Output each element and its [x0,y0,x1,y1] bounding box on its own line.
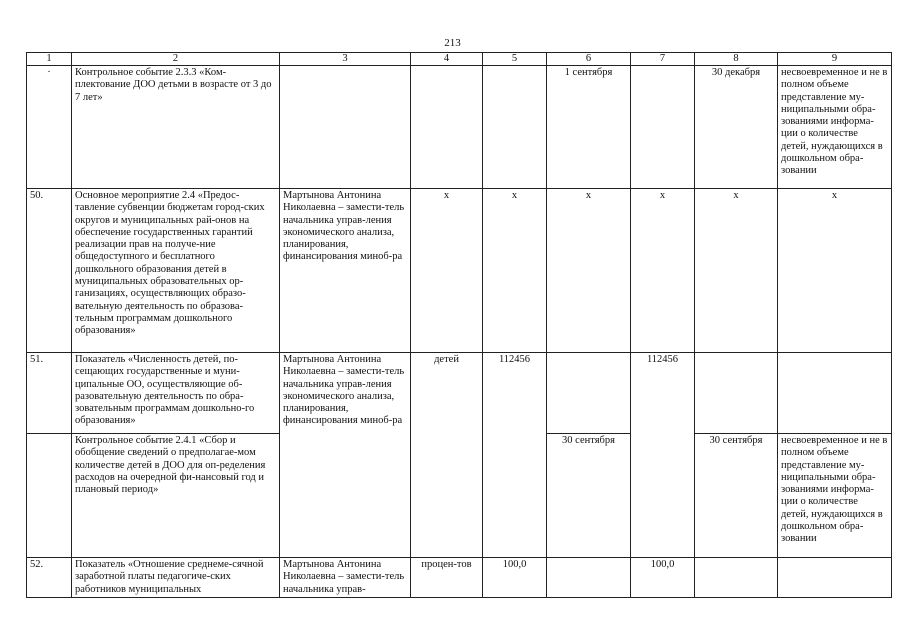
plan-table [26,52,892,598]
end-date: 30 сентября [695,434,778,558]
event-name: Основное мероприятие 2.4 «Предос-тавление субвенции бюджетам город-ских округов и муниципальных рай-онов на обеспечение государственных гарантий реализации прав на получе-ние общедоступного и бесплатного дошкольного образования детей в муниципальных образовательных ор-ганизациях, осуществляющих образо-вательную деятельность по образова-тельным программам дошкольного образования» [72,189,280,353]
column-number: 1 [27,53,72,66]
plan-value: 100,0 [631,558,695,598]
plan-value: х [631,189,695,353]
table-row [27,189,892,353]
responsible-person: Мартынова Антонина Николаевна – замести-тель начальника управ-ления экономического анализа, планирования, финансирования миноб-ра [280,353,411,558]
row-number: 51. [27,353,72,434]
start-date [547,558,631,598]
end-date: х [695,189,778,353]
value: х [483,189,547,353]
value: 112456 [483,353,547,558]
unit: х [411,189,483,353]
end-date [695,558,778,598]
event-name: Контрольное событие 2.4.1 «Сбор и обобщение сведений о предполагае-мом количестве детей в ДОО для оп-ределения расходов на очередной фи-нансовый год и плановый период» [72,434,280,558]
value [483,66,547,189]
row-number: 52. [27,558,72,598]
end-date: 30 декабря [695,66,778,189]
table-row [27,558,892,598]
start-date: 1 сентября [547,66,631,189]
end-date [695,353,778,434]
start-date: 30 сентября [547,434,631,558]
risk-description [778,353,892,434]
unit: детей [411,353,483,558]
plan-value: 112456 [631,353,695,558]
start-date [547,353,631,434]
unit [411,66,483,189]
table-row [27,353,892,434]
row-number: · [27,66,72,189]
page-number: 213 [444,37,461,49]
start-date: х [547,189,631,353]
column-number: 6 [547,53,631,66]
responsible-person [280,66,411,189]
column-number-row [27,53,892,66]
row-number: 50. [27,189,72,353]
risk-description: несвоевременное и не в полном объеме представление му-ниципальными обра-зованиями информа-ции о количестве детей, нуждающихся в дошкольном обра-зовании [778,434,892,558]
column-number: 3 [280,53,411,66]
risk-description [778,558,892,598]
responsible-person: Мартынова Антонина Николаевна – замести-тель начальника управ-ления экономического анализа, планирования, финансирования миноб-ра [280,189,411,353]
value: 100,0 [483,558,547,598]
risk-description: х [778,189,892,353]
unit: процен-тов [411,558,483,598]
column-number: 9 [778,53,892,66]
table-row [27,66,892,189]
column-number: 8 [695,53,778,66]
row-number [27,434,72,558]
indicator-name: Показатель «Численность детей, по-сещающих государственные и муни-ципальные ОО, осуществляющие об-разовательную деятельность по обра-зовательным программам дошкольно-го образования» [72,353,280,434]
indicator-name: Показатель «Отношение среднеме-сячной заработной платы педагогиче-ских работников муниципальных [72,558,280,598]
risk-description: несвоевременное и не в полном объеме представление му-ниципальными обра-зованиями информа-ции о количестве детей, нуждающихся в дошкольном обра-зовании [778,66,892,189]
column-number: 5 [483,53,547,66]
column-number: 7 [631,53,695,66]
column-number: 2 [72,53,280,66]
plan-value [631,66,695,189]
event-name: Контрольное событие 2.3.3 «Ком-плектование ДОО детьми в возрасте от 3 до 7 лет» [72,66,280,189]
column-number: 4 [411,53,483,66]
responsible-person: Мартынова Антонина Николаевна – замести-тель начальника управ- [280,558,411,598]
